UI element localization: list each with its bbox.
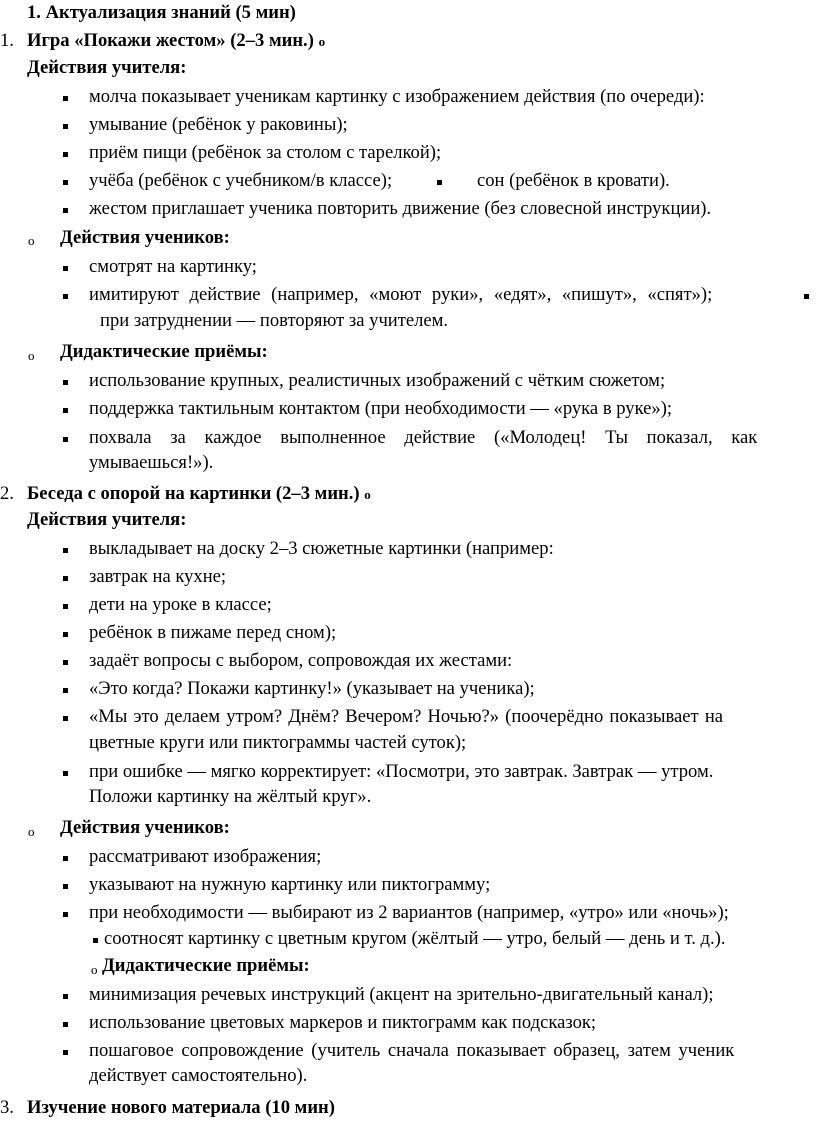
section-heading: 1. Актуализация знаний (5 мин) (27, 2, 296, 23)
section-2-title-text: Беседа с опорой на картинки (2–3 мин.) (27, 483, 360, 504)
square-bullet-icon (63, 180, 68, 185)
section-1-number: 1. (0, 30, 14, 51)
list-item: дети на уроке в классе; (89, 594, 272, 615)
square-bullet-icon (63, 1050, 68, 1055)
circle-bullet-icon: o (364, 487, 371, 502)
methods-heading: Дидактические приёмы: (102, 955, 310, 976)
square-bullet-icon (63, 912, 68, 917)
list-item: «Это когда? Покажи картинку!» (указывает на ученика); (89, 678, 535, 699)
square-bullet-icon (63, 152, 68, 157)
list-item: учёба (ребёнок с учебником/в классе); (89, 170, 393, 191)
methods-heading: Дидактические приёмы: (60, 341, 268, 362)
circle-bullet-icon: o (28, 348, 35, 363)
circle-bullet-icon: o (28, 233, 35, 248)
square-bullet-icon (63, 408, 68, 413)
list-item: выкладывает на доску 2–3 сюжетные картинки (например: (89, 538, 554, 559)
student-actions-heading: Действия учеников: (60, 817, 230, 838)
square-bullet-icon (437, 180, 442, 185)
list-item: при необходимости — выбирают из 2 вариантов (например, «утро» или «ночь»); (89, 902, 729, 923)
list-item: сон (ребёнок в кровати). (477, 170, 670, 191)
square-bullet-icon (63, 660, 68, 665)
list-item: минимизация речевых инструкций (акцент на зрительно-двигательный канал); (89, 984, 714, 1005)
list-item: молча показывает ученикам картинку с изображением действия (по очереди): (89, 86, 705, 107)
square-bullet-icon (63, 856, 68, 861)
square-bullet-icon (63, 688, 68, 693)
list-item: указывают на нужную картинку или пиктограмму; (89, 874, 491, 895)
list-item: поддержка тактильным контактом (при необходимости — «рука в руке»); (89, 398, 673, 419)
list-item: использование цветовых маркеров и пиктограмм как подсказок; (89, 1012, 597, 1033)
teacher-actions-heading: Действия учителя: (27, 509, 187, 530)
list-item: соотносят картинку с цветным кругом (жёлтый — утро, белый — день и т. д.). (104, 928, 726, 949)
list-item: имитируют действие (например, «моют руки», «едят», «пишут», «спят»); (89, 284, 713, 305)
square-bullet-icon (63, 771, 68, 776)
section-1-title (27, 29, 325, 54)
list-item: умываешься!»). (89, 452, 214, 473)
square-bullet-icon (63, 604, 68, 609)
square-bullet-icon (93, 938, 98, 943)
square-bullet-icon (63, 994, 68, 999)
list-item: использование крупных, реалистичных изображений с чётким сюжетом; (89, 370, 666, 391)
list-item: завтрак на кухне; (89, 566, 227, 587)
square-bullet-icon (63, 294, 68, 299)
square-bullet-icon (804, 294, 809, 299)
list-item: рассматривают изображения; (89, 846, 322, 867)
square-bullet-icon (63, 576, 68, 581)
list-item: при затруднении — повторяют за учителем. (100, 310, 449, 331)
list-item: умывание (ребёнок у раковины); (89, 114, 348, 135)
list-item: приём пищи (ребёнок за столом с тарелкой); (89, 142, 442, 163)
list-item: жестом приглашает ученика повторить движение (без словесной инструкции). (89, 198, 712, 219)
list-item: при ошибке — мягко корректирует: «Посмотри, это завтрак. Завтрак — утром. (89, 761, 714, 782)
list-item: ребёнок в пижаме перед сном); (89, 622, 337, 643)
circle-bullet-icon: o (28, 824, 35, 839)
circle-bullet-icon: o (318, 34, 326, 49)
square-bullet-icon (63, 266, 68, 271)
list-item: смотрят на картинку; (89, 256, 257, 277)
section-2-number: 2. (0, 483, 14, 504)
section-2-title (27, 482, 371, 507)
teacher-actions-heading: Действия учителя: (27, 57, 187, 78)
section-3-number: 3. (0, 1097, 14, 1118)
circle-bullet-icon: o (91, 962, 98, 977)
square-bullet-icon (63, 716, 68, 721)
list-item: Положи картинку на жёлтый круг». (89, 786, 372, 807)
square-bullet-icon (63, 548, 68, 553)
list-item: пошаговое сопровождение (учитель сначала показывает образец, затем ученик (89, 1040, 735, 1061)
square-bullet-icon (63, 208, 68, 213)
square-bullet-icon (63, 124, 68, 129)
section-3-title: Изучение нового материала (10 мин) (27, 1097, 335, 1118)
list-item: похвала за каждое выполненное действие («Молодец! Ты показал, как (89, 427, 758, 448)
list-item: цветные круги или пиктограммы частей суток); (89, 732, 467, 753)
square-bullet-icon (63, 437, 68, 442)
list-item: «Мы это делаем утром? Днём? Вечером? Ночью?» (поочерёдно показывает на (89, 706, 724, 727)
square-bullet-icon (63, 884, 68, 889)
square-bullet-icon (63, 96, 68, 101)
square-bullet-icon (63, 380, 68, 385)
list-item: задаёт вопросы с выбором, сопровождая их жестами: (89, 650, 513, 671)
square-bullet-icon (63, 1022, 68, 1027)
square-bullet-icon (63, 632, 68, 637)
section-1-title-text: Игра «Покажи жестом» (2–3 мин.) (27, 30, 314, 51)
student-actions-heading: Действия учеников: (60, 227, 230, 248)
list-item: действует самостоятельно). (89, 1065, 308, 1086)
